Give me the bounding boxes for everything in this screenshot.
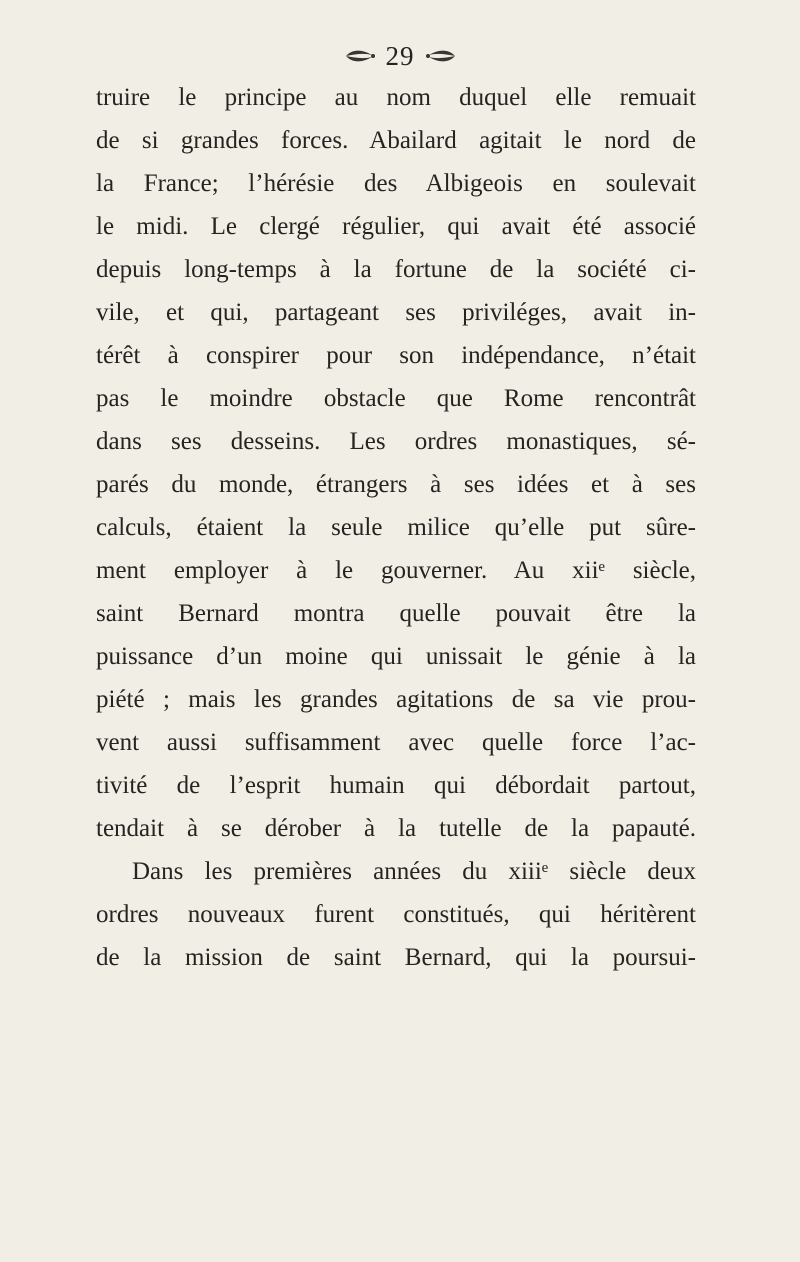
leaf-ornament-icon [425, 47, 457, 65]
text-line: ordres nouveaux furent constitués, qui héritèrent [96, 901, 696, 928]
text-line: saint Bernard montra quelle pouvait être la [96, 600, 696, 627]
text-line: dans ses desseins. Les ordres monastiques, sé- [96, 428, 696, 455]
body-text [96, 76, 696, 979]
text-line: vent aussi suffisamment avec quelle force l’ac- [96, 729, 696, 756]
text-line: calculs, étaient la seule milice qu’elle put sûre- [96, 514, 696, 541]
text-line: pas le moindre obstacle que Rome rencontrât [96, 385, 696, 412]
text-line: parés du monde, étrangers à ses idées et à ses [96, 471, 696, 498]
text-line: le midi. Le clergé régulier, qui avait été associé [96, 213, 696, 240]
leaf-ornament-icon [344, 47, 376, 65]
text-line: vile, et qui, partageant ses priviléges, avait in- [96, 299, 696, 326]
paragraph-start-line: Dans les premières années du xiiiᵉ siècle deux [132, 858, 696, 885]
text-line: piété ; mais les grandes agitations de sa vie prou- [96, 686, 696, 713]
text-line: de si grandes forces. Abailard agitait le nord de [96, 127, 696, 154]
text-line: la France; l’hérésie des Albigeois en soulevait [96, 170, 696, 197]
text-line: tivité de l’esprit humain qui débordait partout, [96, 772, 696, 799]
text-line: térêt à conspirer pour son indépendance, n’était [96, 342, 696, 369]
page-header [0, 36, 800, 76]
text-line: ment employer à le gouverner. Au xiiᵉ siècle, [96, 557, 696, 584]
text-line: depuis long-temps à la fortune de la société ci- [96, 256, 696, 283]
text-line: de la mission de saint Bernard, qui la poursui- [96, 944, 696, 971]
text-line: puissance d’un moine qui unissait le génie à la [96, 643, 696, 670]
page-number: 29 [385, 40, 415, 71]
text-line: truire le principe au nom duquel elle remuait [96, 84, 696, 111]
text-line: tendait à se dérober à la tutelle de la papauté. [96, 815, 696, 842]
